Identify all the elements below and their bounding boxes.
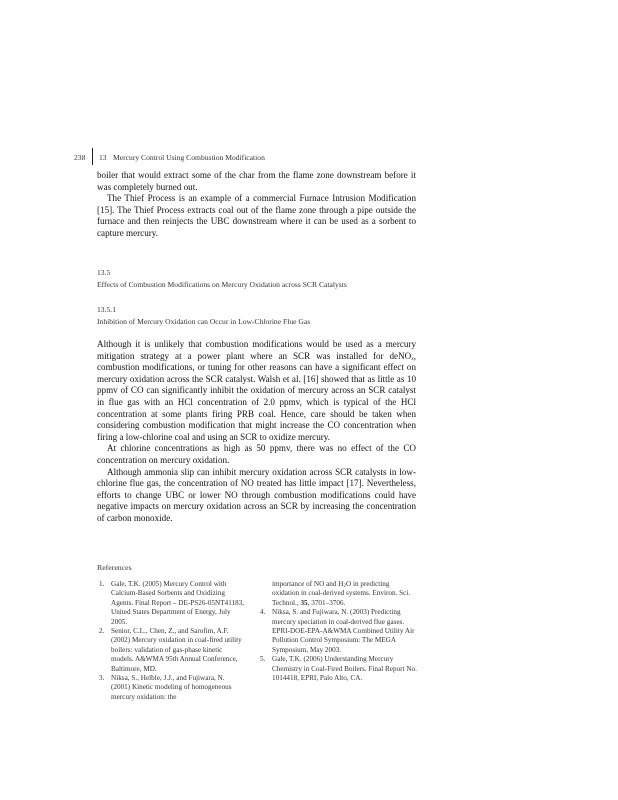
reference-volume: 35	[300, 598, 308, 607]
subscript: 2	[343, 584, 346, 589]
reference-continuation	[260, 580, 418, 608]
header-rule	[92, 148, 93, 165]
running-head	[74, 151, 434, 165]
references-left-column	[99, 580, 245, 702]
reference-number: 2.	[99, 627, 105, 636]
reference-text: importance of NO and H	[272, 580, 344, 588]
subsection-title: Inhibition of Mercury Oxidation can Occur in Low-Chlorine Flue Gas	[97, 317, 311, 326]
reference-item	[99, 627, 245, 674]
paragraph: boiler that would extract some of the char from the flame zone downstream before it was completely burned out.	[97, 170, 416, 192]
intro-text	[97, 170, 416, 240]
references-right-column	[260, 580, 418, 683]
subsection-number: 13.5.1	[97, 305, 116, 314]
reference-number: 1.	[99, 580, 105, 588]
reference-number: 3.	[99, 674, 105, 683]
paragraph-text: , combustion modifications, or tuning for other reasons can have a significant effect on mercury oxidation across the SCR catalyst. Walsh et al. [16] showed that as little as 10 ppmv of CO can significantly inhibit the oxidation of mercury across an SCR catalyst in flue gas with an HCl concentration of 2.0 ppmv, which is typical of the HCl concentration at some plants firing PRB coal. Hence, care should be taken when considering combustion modification that might increase the CO concentration when firing a low-chlorine coal and using an SCR to oxidize mercury.	[97, 350, 416, 442]
reference-number: 5.	[260, 655, 266, 664]
reference-number: 4.	[260, 608, 266, 617]
reference-text: Gale, T.K. (2005) Mercury Control with Calcium-Based Sorbents and Oxidizing Agents. Final Report – DE-PS26-05NT41183, United States Department of Energy, July 2005.	[111, 580, 245, 626]
references-heading: References	[97, 563, 132, 572]
reference-item	[260, 655, 418, 683]
reference-text: , 3701–3706.	[307, 598, 346, 607]
paragraph	[97, 339, 416, 443]
reference-text: Senior, C.L., Chen, Z., and Sarofim, A.F. (2002) Mercury oxidation in coal-fired utility boilers: validation of gas-phase kinetic models. A&WMA 95th Annual Conference, Baltimore, MD.	[111, 627, 242, 673]
reference-item	[260, 608, 418, 655]
page-number: 238	[74, 153, 86, 162]
reference-text: O in predicting oxidation in coal-derived systems. Environ. Sci. Technol.,	[272, 580, 411, 607]
reference-item	[99, 674, 245, 702]
paragraph: Although ammonia slip can inhibit mercury oxidation across SCR catalysts in low-chlorine flue gas, the concentration of NO treated has little impact [17]. Nevertheless, efforts to change UBC or lower NO through combustion modifications could have negative impacts on mercury oxidation across an SCR by increasing the concentration of carbon monoxide.	[97, 466, 416, 523]
subsection-text	[97, 339, 416, 525]
reference-text: Niksa, S. and Fujiwara, N. (2003) Predicting mercury speciation in coal-derived flue gases. EPRI-DOE-EPA-A&WMA Combined Utility Air Pollution Control Symposium: The MEGA Symposium, May 2003.	[272, 608, 415, 654]
reference-text: Niksa, S., Helble, J.J., and Fujiwara, N. (2001) Kinetic modeling of homogeneous mercury oxidation: the	[111, 674, 232, 701]
paragraph-text: Although it is unlikely that combustion modifications would be used as a mercury mitigation strategy at a power plant where an SCR was installed for deNO	[97, 339, 416, 361]
chapter-number: 13	[99, 153, 107, 162]
subscript: x	[411, 356, 414, 362]
section-title: Effects of Combustion Modifications on Mercury Oxidation across SCR Catalysts	[97, 280, 347, 289]
reference-text: Gale, T.K. (2006) Understanding Mercury Chemistry in Coal-Fired Boilers. Final Report No. 1014418, EPRI, Palo Alto, CA.	[272, 655, 417, 683]
paragraph: At chlorine concentrations as high as 50 ppmv, there was no effect of the CO concentration on mercury oxidation.	[97, 443, 416, 465]
paragraph: The Thief Process is an example of a commercial Furnace Intrusion Modification [15]. The Thief Process extracts coal out of the flame zone through a pipe outside the furnace and then reinjects the UBC downstream where it can be used as a sorbent to capture mercury.	[97, 193, 416, 238]
chapter-title: Mercury Control Using Combustion Modification	[113, 153, 265, 162]
reference-item	[99, 580, 245, 627]
section-number: 13.5	[97, 268, 111, 277]
